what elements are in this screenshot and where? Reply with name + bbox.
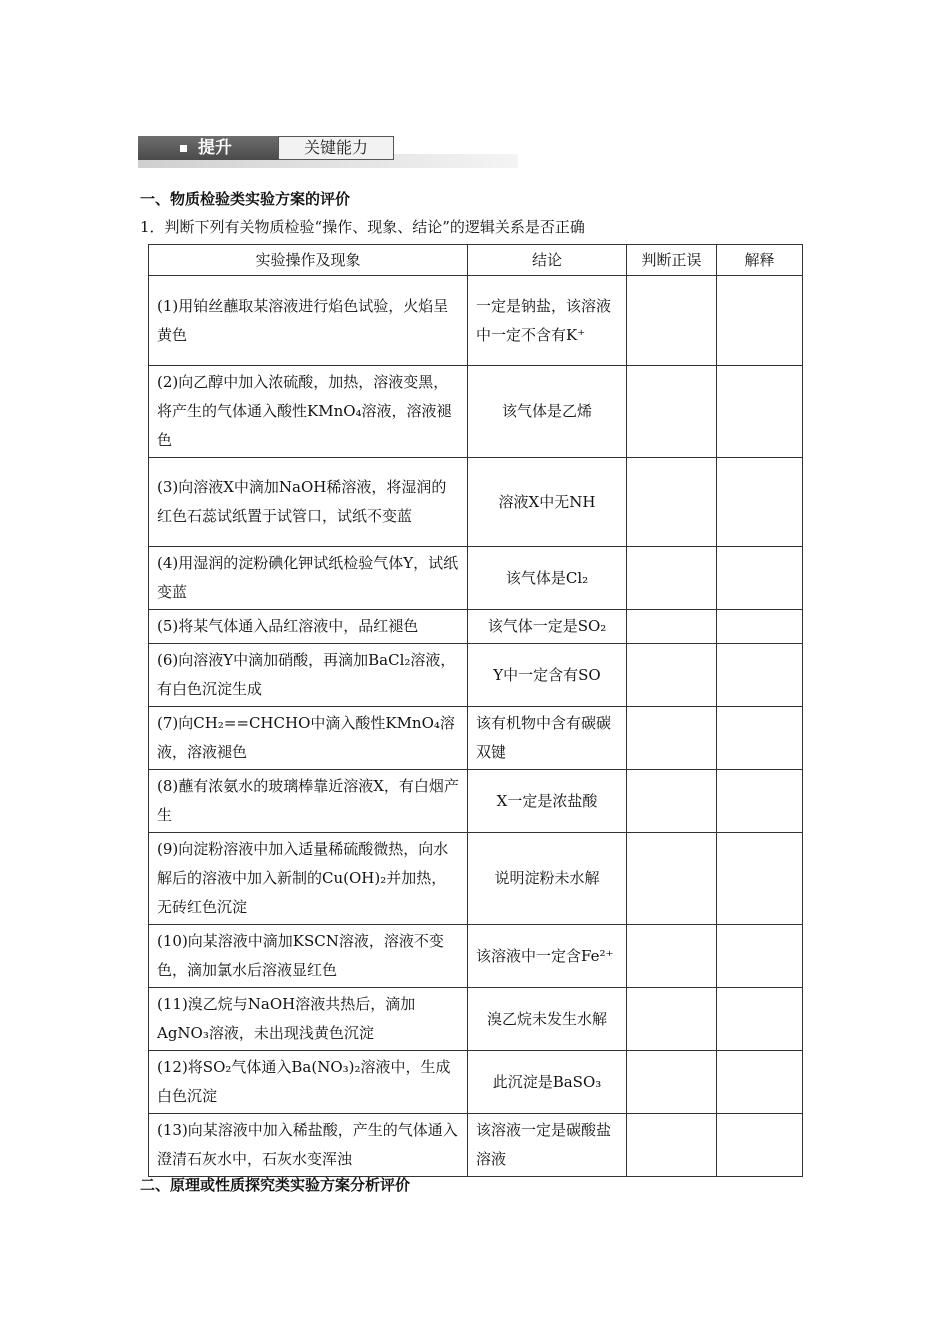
- judgement-cell[interactable]: [627, 610, 717, 644]
- explanation-cell[interactable]: [717, 1114, 803, 1177]
- table-row: [149, 547, 803, 610]
- operation-cell: (13)向某溶液中加入稀盐酸，产生的气体通入澄清石灰水中，石灰水变浑浊: [149, 1114, 468, 1177]
- judgement-cell[interactable]: [627, 707, 717, 770]
- judgement-cell[interactable]: [627, 458, 717, 547]
- table-row: [149, 610, 803, 644]
- section-banner: [138, 134, 518, 168]
- section-1-title: 一、物质检验类实验方案的评价: [140, 190, 351, 208]
- square-bullet-icon: [180, 145, 187, 152]
- explanation-cell[interactable]: [717, 925, 803, 988]
- banner-right-label: 关键能力: [278, 136, 394, 160]
- judgement-cell[interactable]: [627, 988, 717, 1051]
- table-row: [149, 925, 803, 988]
- conclusion-cell: 溶液X中无NH: [468, 458, 627, 547]
- table-row: [149, 366, 803, 458]
- banner-left-label: 提升: [198, 138, 232, 158]
- table-row: [149, 458, 803, 547]
- judgement-cell[interactable]: [627, 925, 717, 988]
- header-judgement: 判断正误: [627, 245, 717, 276]
- conclusion-cell: 该气体是乙烯: [468, 366, 627, 458]
- header-operation: 实验操作及现象: [149, 245, 468, 276]
- judgement-cell[interactable]: [627, 1114, 717, 1177]
- header-conclusion: 结论: [468, 245, 627, 276]
- conclusion-cell: 该有机物中含有碳碳双键: [468, 707, 627, 770]
- explanation-cell[interactable]: [717, 988, 803, 1051]
- operation-cell: (5)将某气体通入品红溶液中，品红褪色: [149, 610, 468, 644]
- operation-cell: (11)溴乙烷与NaOH溶液共热后，滴加AgNO₃溶液，未出现浅黄色沉淀: [149, 988, 468, 1051]
- table-row: [149, 1051, 803, 1114]
- table-row: [149, 644, 803, 707]
- judgement-cell[interactable]: [627, 276, 717, 366]
- operation-cell: (1)用铂丝蘸取某溶液进行焰色试验，火焰呈黄色: [149, 276, 468, 366]
- judgement-cell[interactable]: [627, 644, 717, 707]
- table-row: [149, 707, 803, 770]
- operation-cell: (7)向CH₂==CHCHO中滴入酸性KMnO₄溶液，溶液褪色: [149, 707, 468, 770]
- explanation-cell[interactable]: [717, 458, 803, 547]
- operation-cell: (12)将SO₂气体通入Ba(NO₃)₂溶液中，生成白色沉淀: [149, 1051, 468, 1114]
- judgement-cell[interactable]: [627, 770, 717, 833]
- conclusion-cell: Y中一定含有SO: [468, 644, 627, 707]
- operation-cell: (2)向乙醇中加入浓硫酸，加热，溶液变黑，将产生的气体通入酸性KMnO₄溶液，溶液褪色: [149, 366, 468, 458]
- question-1: 1．判断下列有关物质检验“操作、现象、结论”的逻辑关系是否正确: [140, 218, 585, 236]
- conclusion-cell: 该气体一定是SO₂: [468, 610, 627, 644]
- explanation-cell[interactable]: [717, 770, 803, 833]
- table-row: [149, 770, 803, 833]
- explanation-cell[interactable]: [717, 644, 803, 707]
- conclusion-cell: X一定是浓盐酸: [468, 770, 627, 833]
- judgement-cell[interactable]: [627, 1051, 717, 1114]
- explanation-cell[interactable]: [717, 833, 803, 925]
- explanation-cell[interactable]: [717, 610, 803, 644]
- judgement-cell[interactable]: [627, 833, 717, 925]
- conclusion-cell: 该溶液中一定含Fe²⁺: [468, 925, 627, 988]
- operation-cell: (8)蘸有浓氨水的玻璃棒靠近溶液X，有白烟产生: [149, 770, 468, 833]
- judgement-cell[interactable]: [627, 547, 717, 610]
- table-row: [149, 276, 803, 366]
- operation-cell: (3)向溶液X中滴加NaOH稀溶液，将湿润的红色石蕊试纸置于试管口，试纸不变蓝: [149, 458, 468, 547]
- conclusion-cell: 一定是钠盐，该溶液中一定不含有K⁺: [468, 276, 627, 366]
- judgement-table: [148, 244, 803, 1177]
- section-2-title: 二、原理或性质探究类实验方案分析评价: [140, 1176, 411, 1194]
- explanation-cell[interactable]: [717, 1051, 803, 1114]
- explanation-cell[interactable]: [717, 707, 803, 770]
- header-explanation: 解释: [717, 245, 803, 276]
- explanation-cell[interactable]: [717, 547, 803, 610]
- judgement-cell[interactable]: [627, 366, 717, 458]
- operation-cell: (4)用湿润的淀粉碘化钾试纸检验气体Y，试纸变蓝: [149, 547, 468, 610]
- conclusion-cell: 溴乙烷未发生水解: [468, 988, 627, 1051]
- operation-cell: (9)向淀粉溶液中加入适量稀硫酸微热，向水解后的溶液中加入新制的Cu(OH)₂并加热，无砖红色沉淀: [149, 833, 468, 925]
- conclusion-cell: 此沉淀是BaSO₃: [468, 1051, 627, 1114]
- table-row: [149, 833, 803, 925]
- conclusion-cell: 说明淀粉未水解: [468, 833, 627, 925]
- operation-cell: (10)向某溶液中滴加KSCN溶液，溶液不变色，滴加氯水后溶液显红色: [149, 925, 468, 988]
- explanation-cell[interactable]: [717, 366, 803, 458]
- banner-dark-tab: [138, 136, 278, 160]
- explanation-cell[interactable]: [717, 276, 803, 366]
- table-row: [149, 988, 803, 1051]
- conclusion-cell: 该溶液一定是碳酸盐溶液: [468, 1114, 627, 1177]
- table-row: [149, 1114, 803, 1177]
- conclusion-cell: 该气体是Cl₂: [468, 547, 627, 610]
- table-header-row: [149, 245, 803, 276]
- operation-cell: (6)向溶液Y中滴加硝酸，再滴加BaCl₂溶液，有白色沉淀生成: [149, 644, 468, 707]
